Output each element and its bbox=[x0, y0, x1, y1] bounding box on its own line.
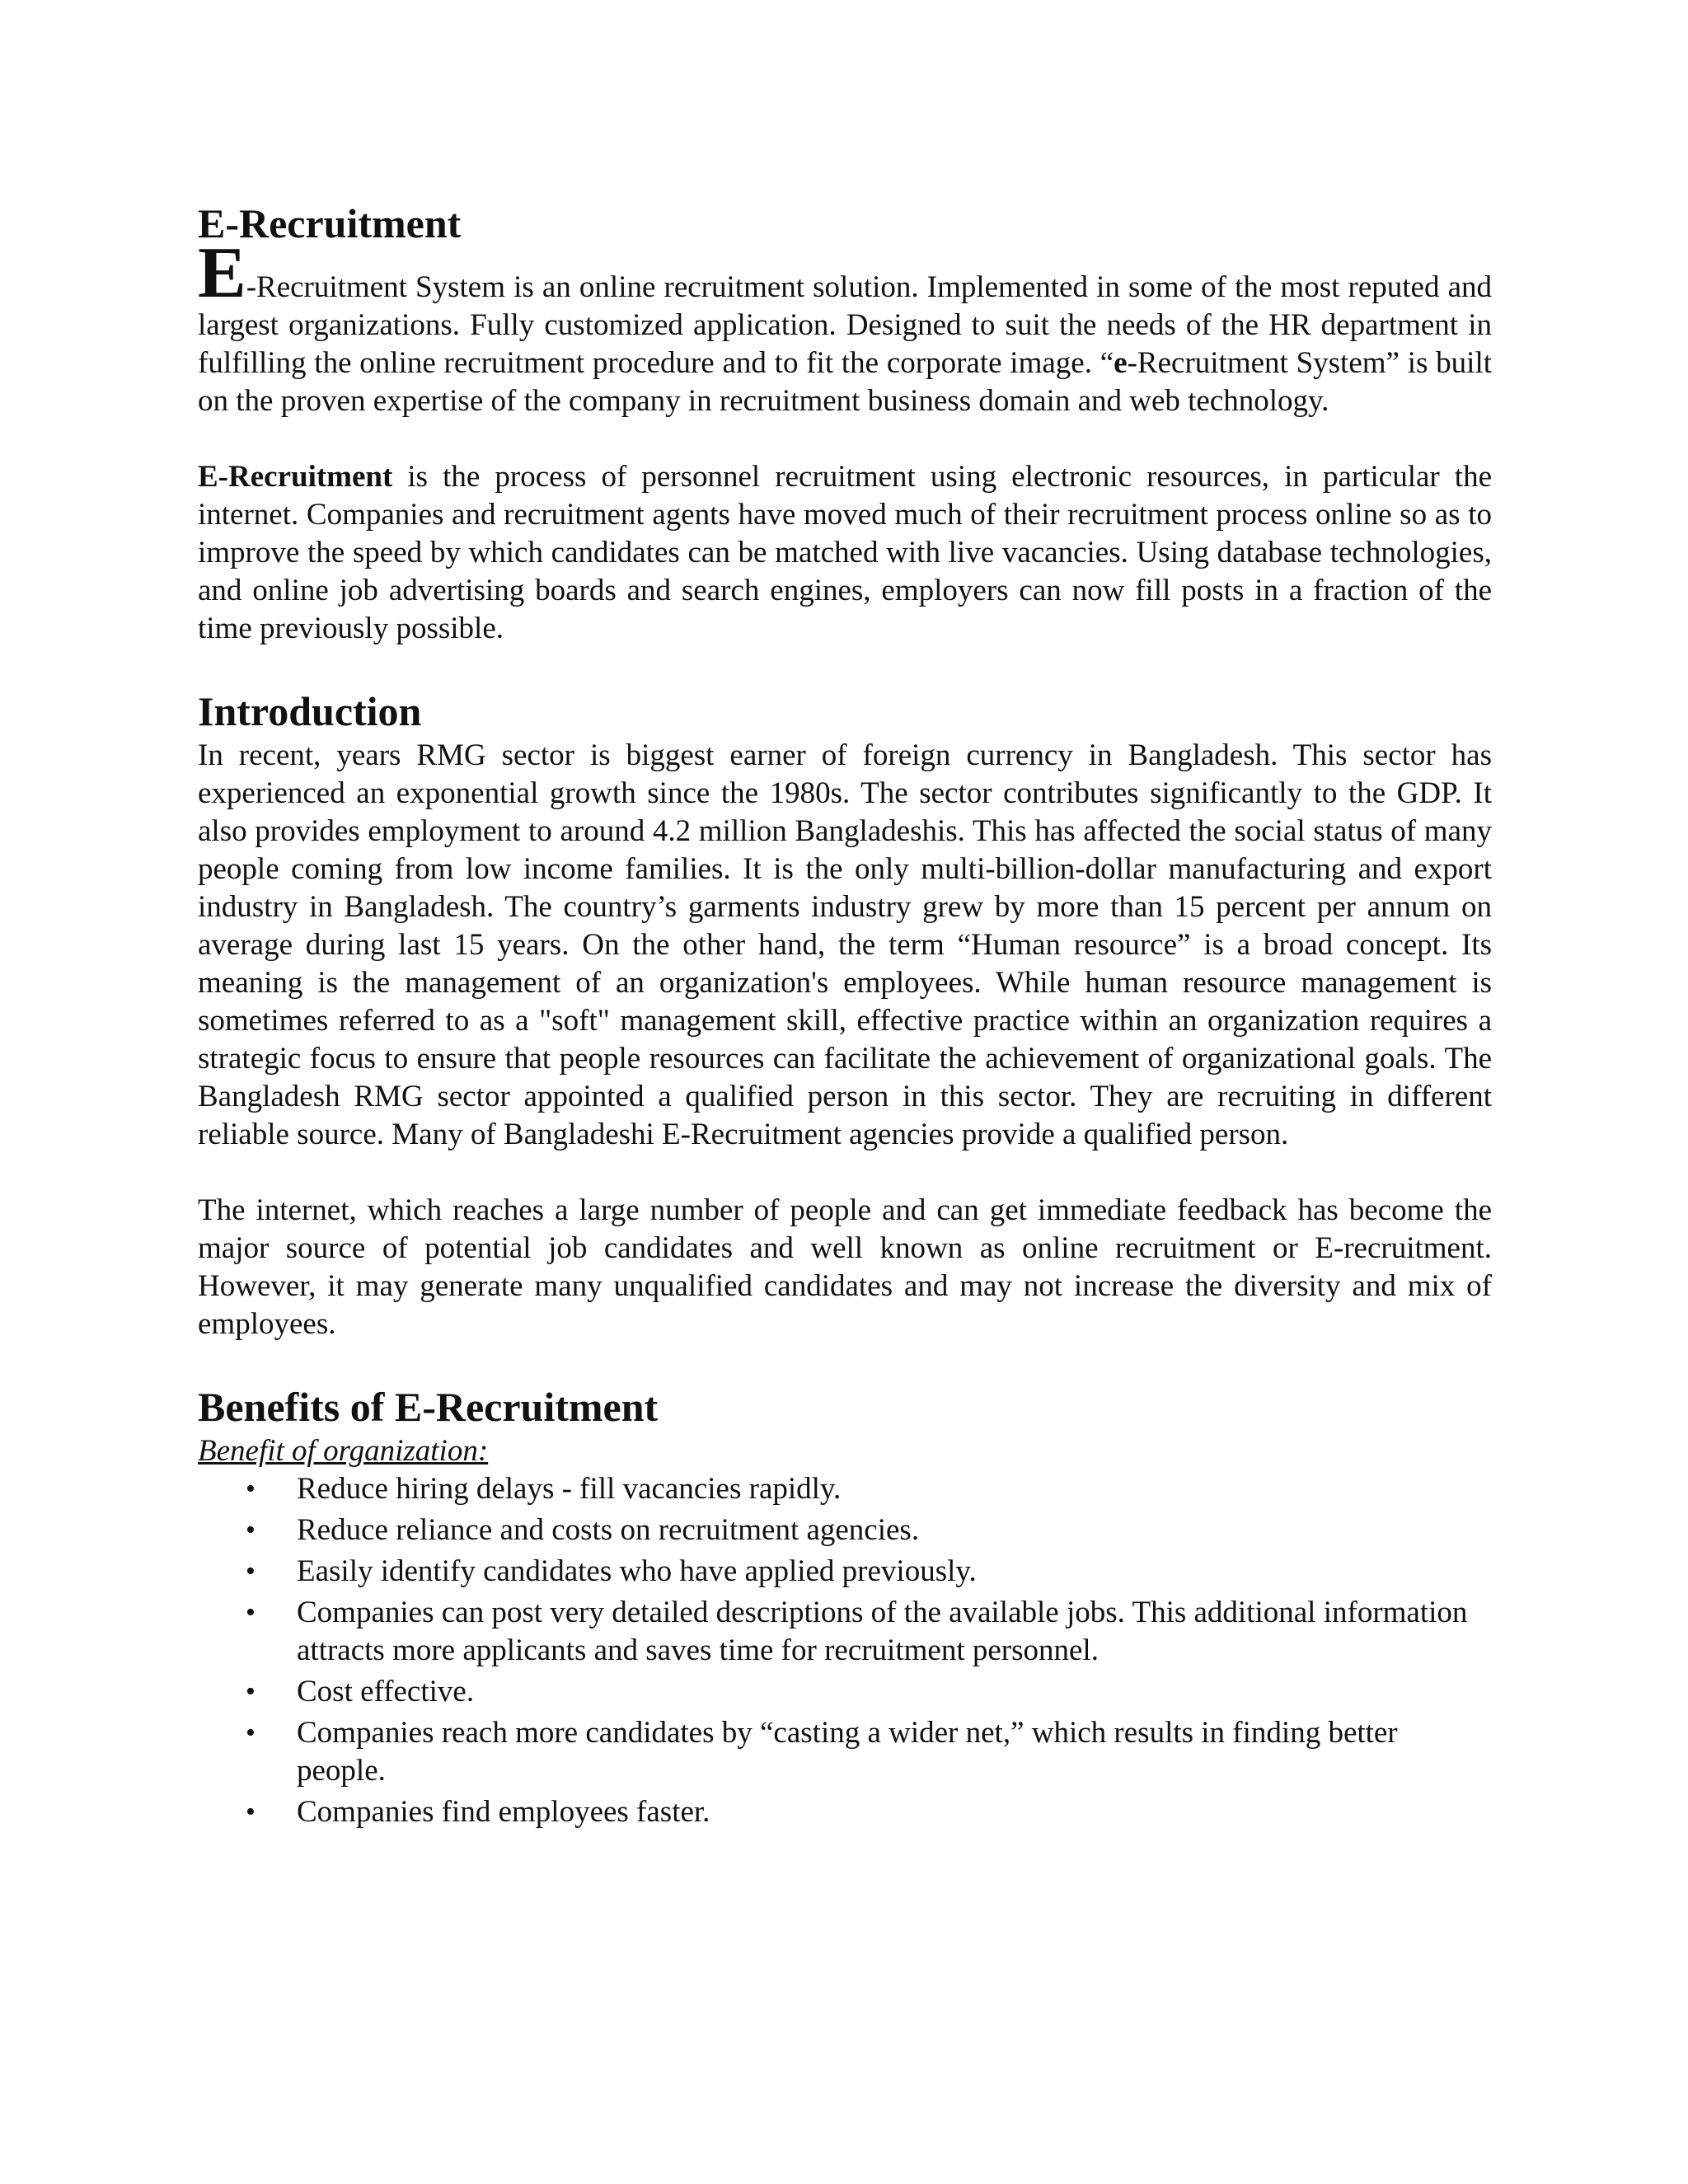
bullet-dot-icon: • bbox=[246, 1718, 256, 1748]
intro-text-before-bold: -Recruitment System is an online recruitment solution. Implemented in some of the most reputed and largest organizations. Fully customized application. Designed to suit the needs of the HR department in fulfilling the online recruitment procedure and to fit the corporate image. “ bbox=[198, 270, 1492, 380]
list-item-text: Easily identify candidates who have applied previously. bbox=[297, 1554, 977, 1588]
list-item-text: Companies reach more candidates by “casting a wider net,” which results in finding better people. bbox=[297, 1716, 1398, 1788]
intro-paragraph bbox=[198, 233, 1493, 420]
list-item bbox=[198, 1511, 1492, 1549]
list-item bbox=[198, 1553, 1492, 1591]
list-item-text: Reduce reliance and costs on recruitment agencies. bbox=[297, 1513, 920, 1547]
list-item-text: Companies find employees faster. bbox=[297, 1795, 710, 1829]
bullet-dot-icon: • bbox=[246, 1797, 256, 1827]
bullet-dot-icon: • bbox=[246, 1676, 256, 1707]
list-item bbox=[198, 1714, 1492, 1790]
definition-bold-term: E-Recruitment bbox=[198, 460, 393, 494]
definition-text: is the process of personnel recruitment using electronic resources, in particular the internet. Companies and recruitment agents have moved much of their recruitment process online so as to improve the speed by which candidates can be matched with live vacancies. Using database technologies, and online job advertising boards and search engines, employers can now fill posts in a fraction of the time previously possible. bbox=[198, 460, 1492, 645]
page-title: E-Recruitment bbox=[198, 200, 462, 246]
introduction-paragraph-2: The internet, which reaches a large number of people and can get immediate feedback has become the major source of potential job candidates and well known as online recruitment or E-recruitment. However, it may generate many unqualified candidates and may not increase the diversity and mix of employees. bbox=[198, 1193, 1492, 1341]
benefits-list bbox=[198, 1470, 1492, 1831]
introduction-heading: Introduction bbox=[198, 688, 422, 734]
bullet-dot-icon: • bbox=[246, 1597, 256, 1628]
list-item bbox=[198, 1594, 1492, 1670]
benefits-subheading: Benefit of organization: bbox=[198, 1434, 489, 1468]
bullet-dot-icon: • bbox=[246, 1474, 256, 1504]
bullet-dot-icon: • bbox=[246, 1556, 256, 1586]
drop-cap-letter: E bbox=[198, 233, 246, 313]
intro-text-after-bold: -Recruitment System” is built on the proven expertise of the company in recruitment business domain and web technology. bbox=[198, 346, 1493, 418]
definition-paragraph bbox=[198, 458, 1492, 648]
intro-bold-letter: e bbox=[1114, 346, 1128, 380]
list-item bbox=[198, 1470, 1492, 1508]
list-item-text: Companies can post very detailed descriptions of the available jobs. This additional information attracts more applicants and saves time for recruitment personnel. bbox=[297, 1596, 1468, 1667]
document-page bbox=[198, 198, 1492, 1835]
benefits-heading: Benefits of E-Recruitment bbox=[198, 1384, 659, 1430]
list-item-text: Cost effective. bbox=[297, 1675, 475, 1708]
list-item-text: Reduce hiring delays - fill vacancies rapidly. bbox=[297, 1472, 842, 1506]
list-item bbox=[198, 1793, 1492, 1831]
list-item bbox=[198, 1673, 1492, 1711]
introduction-paragraph-1: In recent, years RMG sector is biggest earner of foreign currency in Bangladesh. This sector has experienced an exponential growth since the 1980s. The sector contributes significantly to the GDP. It also provides employment to around 4.2 million Bangladeshis. This has affected the social status of many people coming from low income families. It is the only multi-billion-dollar manufacturing and export industry in Bangladesh. The country’s garments industry grew by more than 15 percent per annum on average during last 15 years. On the other hand, the term “Human resource” is a broad concept. Its meaning is the management of an organization's employees. While human resource management is sometimes referred to as a "soft" management skill, effective practice within an organization requires a strategic focus to ensure that people resources can facilitate the achievement of organizational goals. The Bangladesh RMG sector appointed a qualified person in this sector. They are recruiting in different reliable source. Many of Bangladeshi E-Recruitment agencies provide a qualified person. bbox=[198, 738, 1492, 1151]
bullet-dot-icon: • bbox=[246, 1515, 256, 1545]
